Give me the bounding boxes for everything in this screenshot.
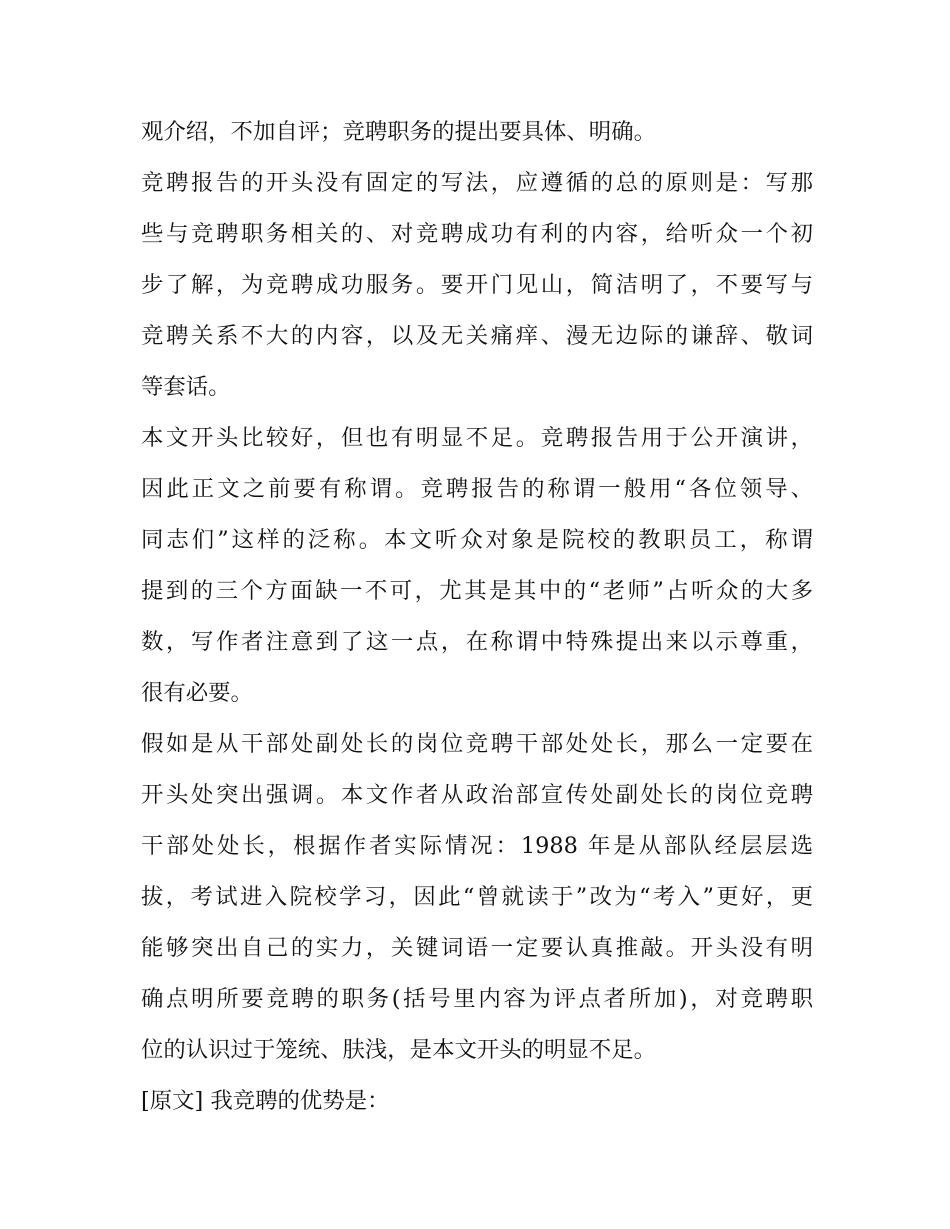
text-line: 干部处处长，根据作者实际情况：1988 年是从部队经层层选 bbox=[141, 833, 813, 859]
paragraph bbox=[141, 1076, 813, 1127]
text-line: 本文开头比较好，但也有明显不足。竞聘报告用于公开演讲， bbox=[141, 425, 813, 451]
text-line: 竞聘关系不大的内容，以及无关痛痒、漫无边际的谦辞、敬词 bbox=[141, 323, 813, 349]
text-line: 提到的三个方面缺一不可，尤其是其中的“老师”占听众的大多 bbox=[141, 578, 813, 604]
paragraph bbox=[141, 413, 813, 719]
text-line: 能够突出自己的实力，关键词语一定要认真推敲。开头没有明 bbox=[141, 935, 813, 961]
text-line: [原文] 我竞聘的优势是： bbox=[141, 1088, 390, 1114]
paragraph bbox=[141, 158, 813, 413]
text-line: 步了解，为竞聘成功服务。要开门见山，简洁明了，不要写与 bbox=[141, 272, 813, 298]
text-line: 拔，考试进入院校学习，因此“曾就读于”改为“考入”更好，更 bbox=[141, 884, 813, 910]
text-line: 观介绍，不加自评；竞聘职务的提出要具体、明确。 bbox=[141, 119, 656, 145]
paragraph bbox=[141, 719, 813, 1076]
text-line: 数，写作者注意到了这一点，在称谓中特殊提出来以示尊重， bbox=[141, 629, 813, 655]
paragraph bbox=[141, 107, 813, 158]
text-line: 些与竞聘职务相关的、对竞聘成功有利的内容，给听众一个初 bbox=[141, 221, 813, 247]
text-line: 确点明所要竞聘的职务(括号里内容为评点者所加)，对竞聘职 bbox=[141, 986, 813, 1012]
text-line: 位的认识过于笼统、肤浅，是本文开头的明显不足。 bbox=[141, 1037, 656, 1063]
text-line: 同志们”这样的泛称。本文听众对象是院校的教职员工，称谓 bbox=[141, 527, 813, 553]
text-line: 因此正文之前要有称谓。竞聘报告的称谓一般用“各位领导、 bbox=[141, 476, 813, 502]
text-line: 开头处突出强调。本文作者从政治部宣传处副处长的岗位竞聘 bbox=[141, 782, 813, 808]
text-line: 等套话。 bbox=[141, 374, 231, 400]
text-line: 很有必要。 bbox=[141, 680, 253, 706]
document-body bbox=[141, 107, 813, 1127]
text-line: 假如是从干部处副处长的岗位竞聘干部处处长，那么一定要在 bbox=[141, 731, 813, 757]
text-line: 竞聘报告的开头没有固定的写法，应遵循的总的原则是：写那 bbox=[141, 170, 813, 196]
